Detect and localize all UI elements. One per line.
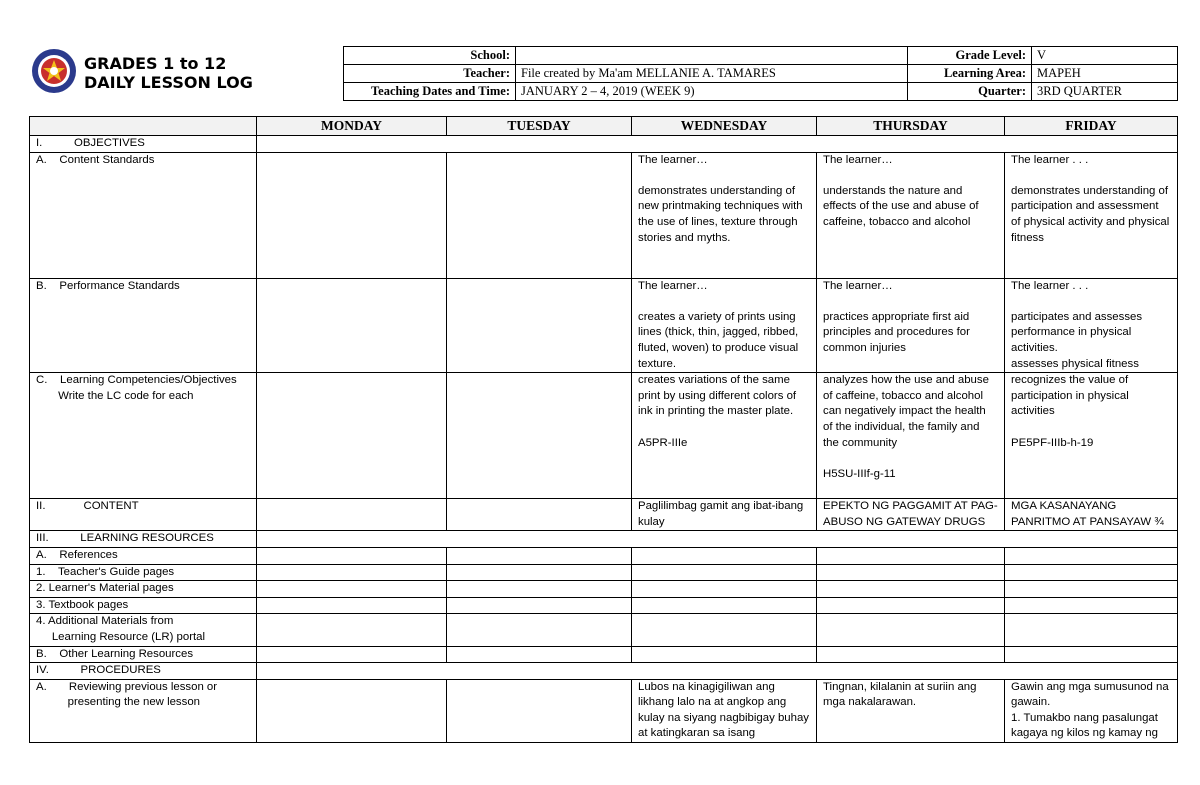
- day-header-thursday: THURSDAY: [817, 117, 1005, 136]
- cell-thursday: EPEKTO NG PAGGAMIT AT PAG-ABUSO NG GATEWAY DRUGS: [817, 499, 1005, 531]
- teaching-dates-value: JANUARY 2 – 4, 2019 (WEEK 9): [516, 83, 908, 101]
- cell-tuesday: [447, 679, 632, 742]
- row-label-additional-materials: 4. Additional Materials from Learning Resource (LR) portal: [30, 614, 257, 646]
- cell-monday: [257, 679, 447, 742]
- cell-monday: [257, 547, 447, 564]
- table-row-textbook: [30, 597, 1178, 614]
- deped-seal-logo: [31, 48, 77, 94]
- header-info-table: [343, 46, 1178, 101]
- cell-monday: [257, 152, 447, 278]
- cell-monday: [257, 278, 447, 373]
- cell-thursday: [817, 547, 1005, 564]
- learning-area-label: Learning Area:: [908, 65, 1032, 83]
- table-row-other-resources: [30, 646, 1178, 663]
- learning-resources-heading: III. LEARNING RESOURCES: [30, 531, 257, 548]
- cell-wednesday: creates variations of the same print by using different colors of ink in printing the master plate. A5PR-IIIe: [632, 373, 817, 499]
- cell-tuesday: [447, 499, 632, 531]
- cell-friday: [1005, 564, 1178, 581]
- objectives-span-cell: [257, 136, 1178, 153]
- title-line-2: DAILY LESSON LOG: [84, 73, 253, 92]
- cell-wednesday: [632, 614, 817, 646]
- title-line-1: GRADES 1 to 12: [84, 54, 227, 73]
- quarter-label: Quarter:: [908, 83, 1032, 101]
- school-label: School:: [344, 47, 516, 65]
- learning-area-value: MAPEH: [1032, 65, 1178, 83]
- cell-wednesday: [632, 564, 817, 581]
- section-row-procedures: [30, 663, 1178, 680]
- row-label-content: II. CONTENT: [30, 499, 257, 531]
- cell-wednesday: Paglilimbag gamit ang ibat-ibang kulay: [632, 499, 817, 531]
- table-row-content-standards: [30, 152, 1178, 278]
- cell-monday: [257, 564, 447, 581]
- cell-friday: [1005, 646, 1178, 663]
- cell-thursday: [817, 597, 1005, 614]
- table-row-content: [30, 499, 1178, 531]
- row-label-textbook: 3. Textbook pages: [30, 597, 257, 614]
- day-header-friday: FRIDAY: [1005, 117, 1178, 136]
- grade-level-value: V: [1032, 47, 1178, 65]
- teaching-dates-label: Teaching Dates and Time:: [344, 83, 516, 101]
- day-header-row: [30, 117, 1178, 136]
- cell-monday: [257, 614, 447, 646]
- cell-tuesday: [447, 152, 632, 278]
- cell-friday: [1005, 614, 1178, 646]
- cell-wednesday: [632, 581, 817, 598]
- table-row-references: [30, 547, 1178, 564]
- row-label-content-standards: A. Content Standards: [30, 152, 257, 278]
- cell-tuesday: [447, 614, 632, 646]
- cell-monday: [257, 581, 447, 598]
- cell-tuesday: [447, 597, 632, 614]
- quarter-value: 3RD QUARTER: [1032, 83, 1178, 101]
- cell-monday: [257, 597, 447, 614]
- cell-friday: [1005, 597, 1178, 614]
- corner-cell: [30, 117, 257, 136]
- teacher-value: File created by Ma'am MELLANIE A. TAMARES: [516, 65, 908, 83]
- objectives-heading: I. OBJECTIVES: [30, 136, 257, 153]
- teacher-label: Teacher:: [344, 65, 516, 83]
- cell-monday: [257, 499, 447, 531]
- day-header-tuesday: TUESDAY: [447, 117, 632, 136]
- cell-tuesday: [447, 564, 632, 581]
- cell-wednesday: The learner… demonstrates understanding of new printmaking techniques with the use of lines, texture through stories and myths.: [632, 152, 817, 278]
- table-row-competencies: [30, 373, 1178, 499]
- cell-friday: The learner . . . participates and assesses performance in physical activities. assesses physical fitness: [1005, 278, 1178, 373]
- school-value: [516, 47, 908, 65]
- row-label-teachers-guide: 1. Teacher's Guide pages: [30, 564, 257, 581]
- cell-friday: MGA KASANAYANG PANRITMO AT PANSAYAW ¾: [1005, 499, 1178, 531]
- day-header-wednesday: WEDNESDAY: [632, 117, 817, 136]
- cell-wednesday: [632, 597, 817, 614]
- grade-level-label: Grade Level:: [908, 47, 1032, 65]
- cell-thursday: The learner… understands the nature and effects of the use and abuse of caffeine, tobacco and alcohol: [817, 152, 1005, 278]
- cell-wednesday: [632, 646, 817, 663]
- cell-friday: Gawin ang mga sumusunod na gawain. 1. Tumakbo nang pasalungat kagaya ng kilos ng kamay ng: [1005, 679, 1178, 742]
- procedures-heading: IV. PROCEDURES: [30, 663, 257, 680]
- cell-friday: [1005, 547, 1178, 564]
- row-label-references: A. References: [30, 547, 257, 564]
- cell-wednesday: Lubos na kinagigiliwan ang likhang lalo na at angkop ang kulay na siyang nagbibigay buhay at katingkaran sa isang: [632, 679, 817, 742]
- cell-monday: [257, 373, 447, 499]
- row-label-other-resources: B. Other Learning Resources: [30, 646, 257, 663]
- lesson-log-table: [29, 116, 1178, 743]
- table-row-performance-standards: [30, 278, 1178, 373]
- cell-tuesday: [447, 646, 632, 663]
- cell-thursday: [817, 581, 1005, 598]
- cell-tuesday: [447, 547, 632, 564]
- table-row-additional-materials: [30, 614, 1178, 646]
- cell-friday: [1005, 581, 1178, 598]
- cell-thursday: [817, 564, 1005, 581]
- cell-thursday: Tingnan, kilalanin at suriin ang mga nakalarawan.: [817, 679, 1005, 742]
- day-header-monday: MONDAY: [257, 117, 447, 136]
- cell-tuesday: [447, 581, 632, 598]
- section-row-learning-resources: [30, 531, 1178, 548]
- cell-tuesday: [447, 278, 632, 373]
- learning-resources-span-cell: [257, 531, 1178, 548]
- cell-wednesday: [632, 547, 817, 564]
- cell-thursday: [817, 614, 1005, 646]
- cell-thursday: [817, 646, 1005, 663]
- row-label-competencies: C. Learning Competencies/Objectives Write the LC code for each: [30, 373, 257, 499]
- row-label-reviewing-lesson: A. Reviewing previous lesson or presenting the new lesson: [30, 679, 257, 742]
- cell-monday: [257, 646, 447, 663]
- table-row-teachers-guide: [30, 564, 1178, 581]
- cell-friday: recognizes the value of participation in physical activities PE5PF-IIIb-h-19: [1005, 373, 1178, 499]
- procedures-span-cell: [257, 663, 1178, 680]
- cell-thursday: analyzes how the use and abuse of caffeine, tobacco and alcohol can negatively impact the health of the individual, the family and the community H5SU-IIIf-g-11: [817, 373, 1005, 499]
- cell-wednesday: The learner… creates a variety of prints using lines (thick, thin, jagged, ribbed, fluted, woven) to produce visual texture.: [632, 278, 817, 373]
- cell-tuesday: [447, 373, 632, 499]
- row-label-learners-material: 2. Learner's Material pages: [30, 581, 257, 598]
- table-row-reviewing-lesson: [30, 679, 1178, 742]
- cell-thursday: The learner… practices appropriate first aid principles and procedures for common injuries: [817, 278, 1005, 373]
- table-row-learners-material: [30, 581, 1178, 598]
- section-row-objectives: [30, 136, 1178, 153]
- row-label-performance-standards: B. Performance Standards: [30, 278, 257, 373]
- document-title: [84, 54, 253, 92]
- cell-friday: The learner . . . demonstrates understanding of participation and assessment of physical activity and physical fitness: [1005, 152, 1178, 278]
